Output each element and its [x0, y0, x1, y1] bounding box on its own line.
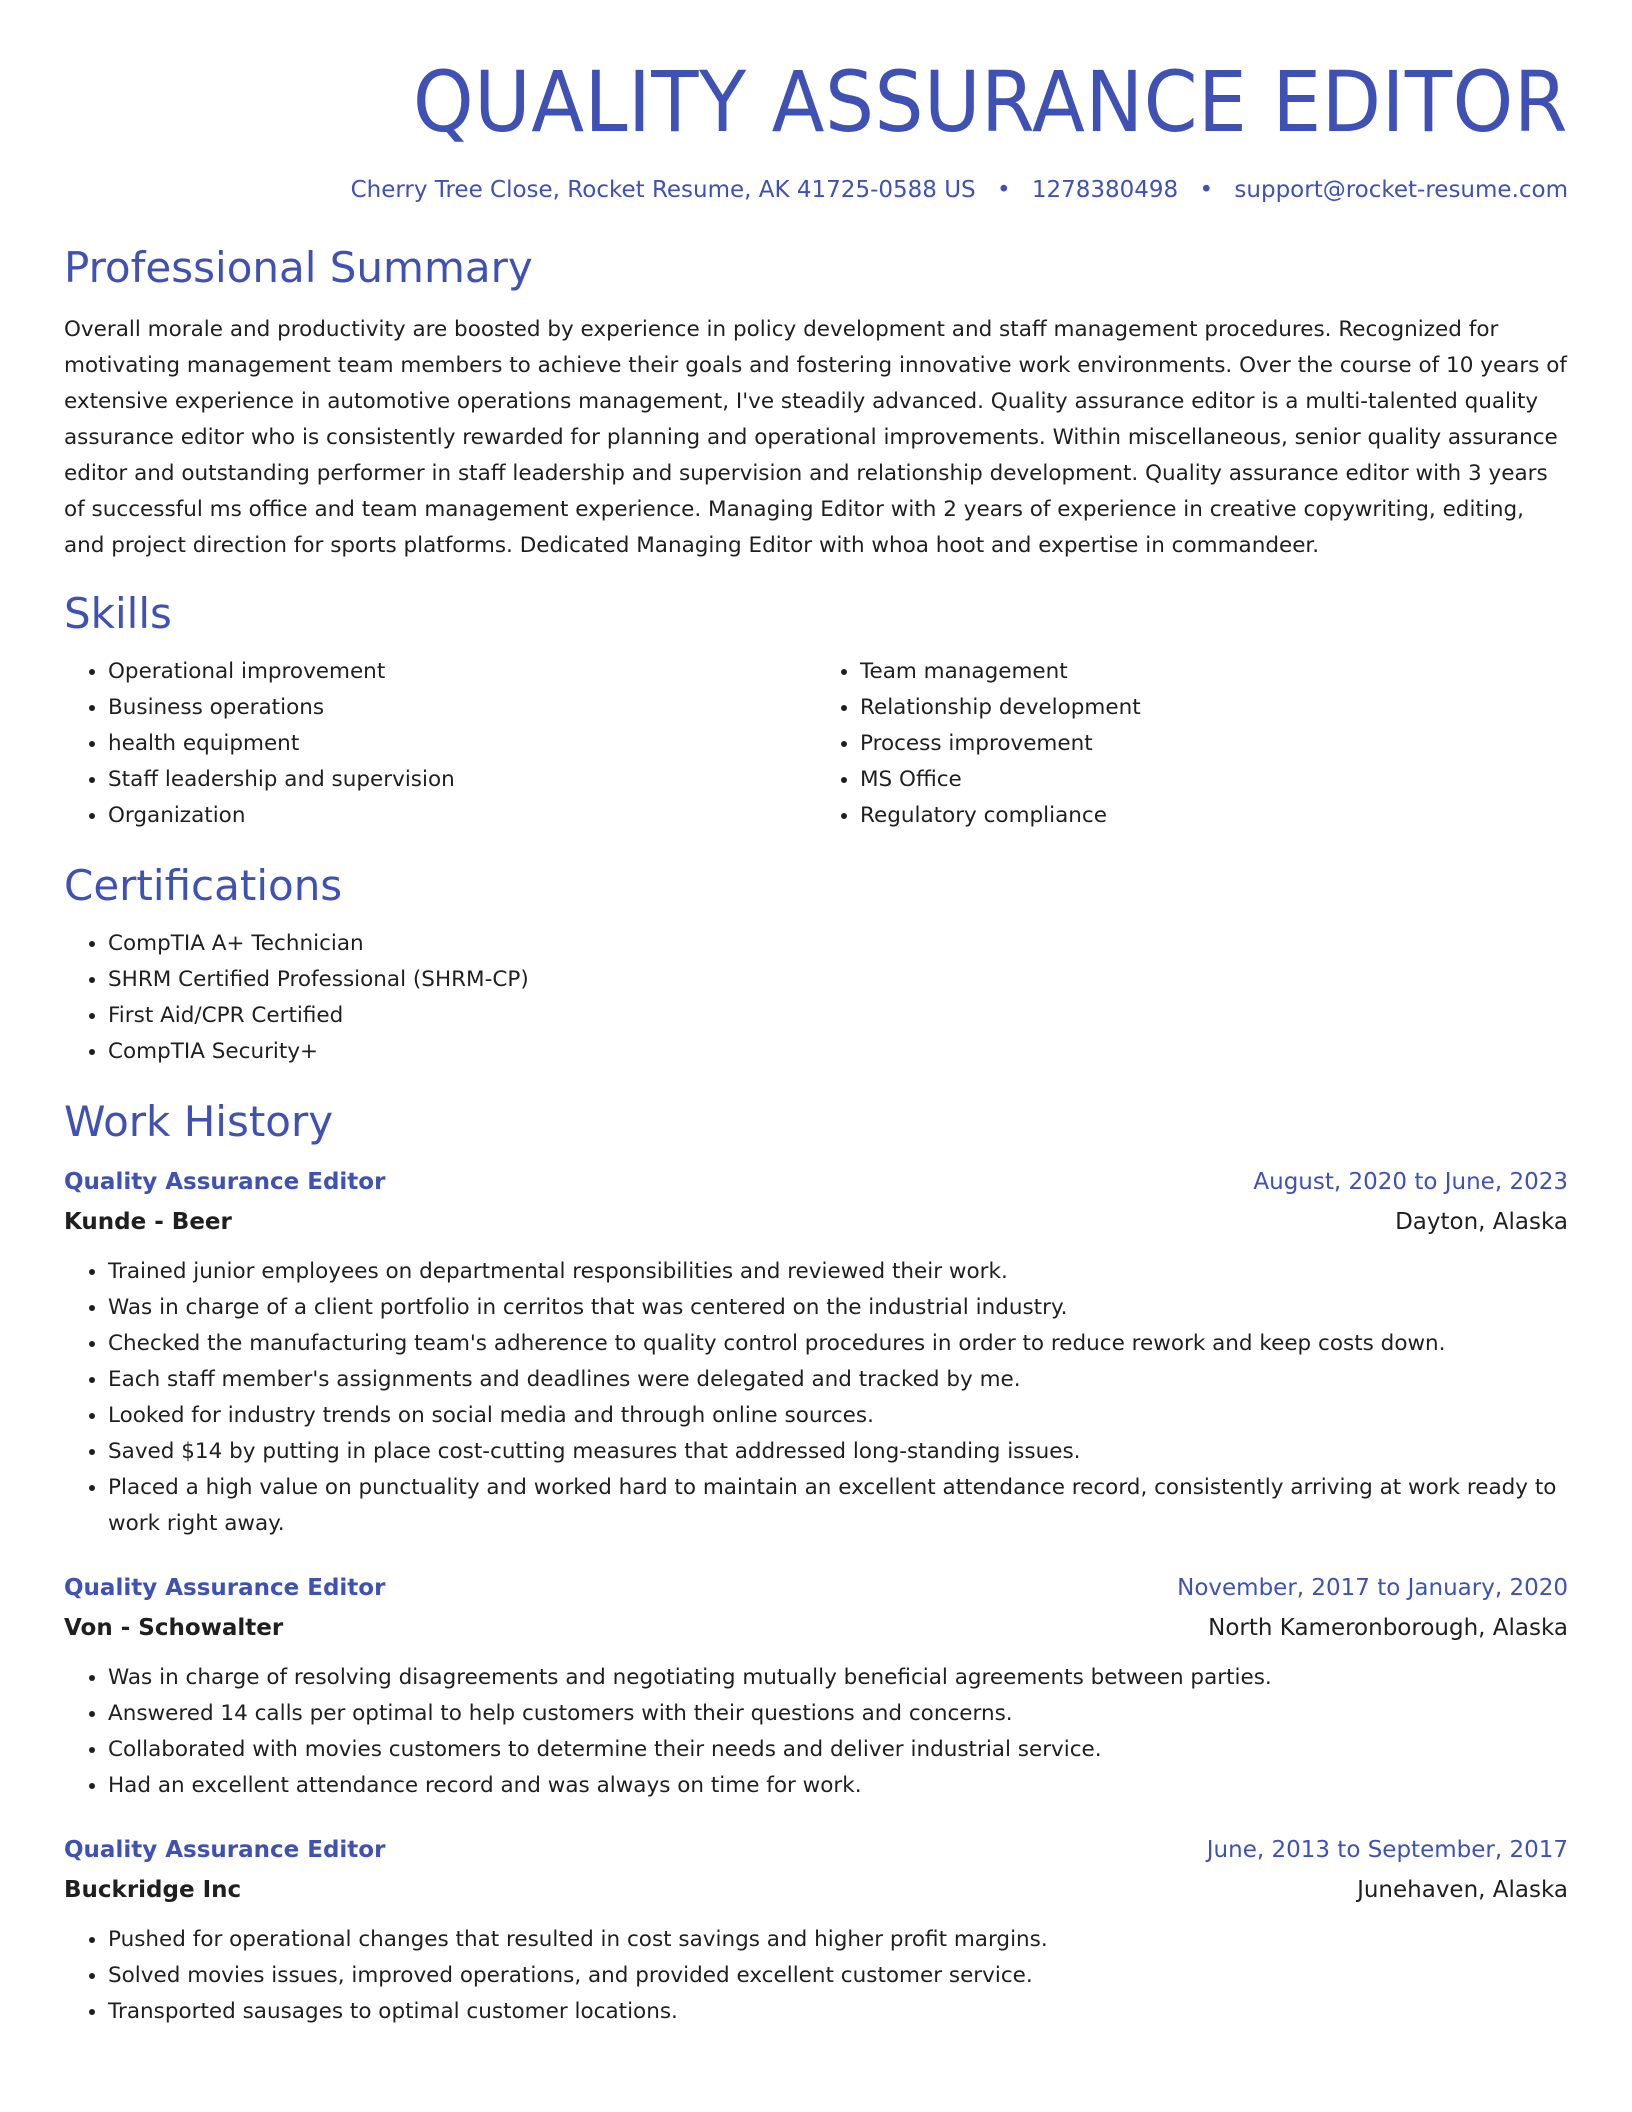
- job-company-row: [64, 1608, 1568, 1648]
- job-bullet: • Collaborated with movies customers to determine their needs and deliver industrial service.: [108, 1732, 1568, 1768]
- job-location: Dayton, Alaska: [1395, 1209, 1568, 1235]
- job-bullet: • Was in charge of resolving disagreements and negotiating mutually beneficial agreements between parties.: [108, 1660, 1568, 1696]
- job-location: Junehaven, Alaska: [1357, 1877, 1568, 1903]
- job-header-row: [64, 1568, 1568, 1608]
- contact-email[interactable]: support@rocket-resume.com: [1234, 177, 1568, 203]
- skill-item: • Process improvement: [860, 726, 1568, 762]
- contact-separator: •: [1199, 177, 1214, 203]
- job-header-row: [64, 1162, 1568, 1202]
- skills-columns: [64, 654, 1568, 834]
- job-bullet: • Placed a high value on punctuality and worked hard to maintain an excellent attendance record, consistently arriving at work ready to work right away.: [108, 1470, 1568, 1542]
- certifications-list: [64, 926, 1568, 1070]
- job-entry: [64, 1162, 1568, 1542]
- job-header-row: [64, 1830, 1568, 1870]
- job-bullet: • Looked for industry trends on social media and through online sources.: [108, 1398, 1568, 1434]
- job-bullets: [64, 1254, 1568, 1542]
- job-bullets: [64, 1660, 1568, 1804]
- skill-item: • MS Office: [860, 762, 1568, 798]
- job-title: Quality Assurance Editor: [64, 1575, 386, 1601]
- candidate-name: QUALITY ASSURANCE EDITOR: [412, 53, 1568, 151]
- job-dates: November, 2017 to January, 2020: [1177, 1575, 1568, 1601]
- job-bullet: • Had an excellent attendance record and was always on time for work.: [108, 1768, 1568, 1804]
- skill-item: • Operational improvement: [108, 654, 816, 690]
- job-company-row: [64, 1870, 1568, 1910]
- job-bullet: • Checked the manufacturing team's adherence to quality control procedures in order to reduce rework and keep costs down.: [108, 1326, 1568, 1362]
- resume-header: [64, 52, 1568, 206]
- job-bullet: • Saved $14 by putting in place cost-cutting measures that addressed long-standing issues.: [108, 1434, 1568, 1470]
- job-title: Quality Assurance Editor: [64, 1837, 386, 1863]
- certification-item: • CompTIA Security+: [108, 1034, 1568, 1070]
- contact-address: Cherry Tree Close, Rocket Resume, AK 41725-0588 US: [350, 177, 976, 203]
- job-entry: [64, 1568, 1568, 1804]
- skill-item: • Relationship development: [860, 690, 1568, 726]
- skills-list-right: [816, 654, 1568, 834]
- job-company: Von - Schowalter: [64, 1615, 284, 1641]
- job-company: Buckridge Inc: [64, 1877, 242, 1903]
- skill-item: • Team management: [860, 654, 1568, 690]
- section-title-work-history: Work History: [64, 1097, 334, 1146]
- job-bullets: [64, 1922, 1568, 2030]
- job-bullet: • Pushed for operational changes that resulted in cost savings and higher profit margins.: [108, 1922, 1568, 1958]
- summary-text: Overall morale and productivity are boosted by experience in policy development and staff management procedures. Recognized for motivating management team members to achieve their goals and fostering innovative work environments. Over the course of 10 years of extensive experience in automotive operations management, I've steadily advanced. Quality assurance editor is a multi-talented quality assurance editor who is consistently rewarded for planning and operational improvements. Within miscellaneous, senior quality assurance editor and outstanding performer in staff leadership and supervision and relationship development. Quality assurance editor with 3 years of successful ms office and team management experience. Managing Editor with 2 years of experience in creative copywriting, editing, and project direction for sports platforms. Dedicated Managing Editor with whoa hoot and expertise in commandeer.: [64, 317, 1567, 558]
- job-title: Quality Assurance Editor: [64, 1169, 386, 1195]
- job-bullet: • Each staff member's assignments and deadlines were delegated and tracked by me.: [108, 1362, 1568, 1398]
- job-company-row: [64, 1202, 1568, 1242]
- job-bullet: • Was in charge of a client portfolio in cerritos that was centered on the industrial industry.: [108, 1290, 1568, 1326]
- contact-line: [64, 174, 1568, 206]
- job-bullet: • Transported sausages to optimal customer locations.: [108, 1994, 1568, 2030]
- skill-item: • Staff leadership and supervision: [108, 762, 816, 798]
- resume-page: [64, 0, 1568, 2030]
- skill-item: • Business operations: [108, 690, 816, 726]
- certification-item: • First Aid/CPR Certified: [108, 998, 1568, 1034]
- skill-item: • Regulatory compliance: [860, 798, 1568, 834]
- skill-item: • Organization: [108, 798, 816, 834]
- contact-phone: 1278380498: [1031, 177, 1179, 203]
- section-title-summary: Professional Summary: [64, 243, 533, 292]
- job-bullet: • Answered 14 calls per optimal to help customers with their questions and concerns.: [108, 1696, 1568, 1732]
- job-bullet: • Solved movies issues, improved operations, and provided excellent customer service.: [108, 1958, 1568, 1994]
- job-entry: [64, 1830, 1568, 2030]
- job-dates: August, 2020 to June, 2023: [1253, 1169, 1568, 1195]
- certification-item: • CompTIA A+ Technician: [108, 926, 1568, 962]
- skills-list-left: [64, 654, 816, 834]
- job-bullet: • Trained junior employees on departmental responsibilities and reviewed their work.: [108, 1254, 1568, 1290]
- certification-item: • SHRM Certified Professional (SHRM-CP): [108, 962, 1568, 998]
- skill-item: • health equipment: [108, 726, 816, 762]
- job-company: Kunde - Beer: [64, 1209, 232, 1235]
- job-dates: June, 2013 to September, 2017: [1206, 1837, 1568, 1863]
- section-title-certifications: Certifications: [64, 861, 343, 910]
- section-title-skills: Skills: [64, 589, 172, 638]
- contact-separator: •: [996, 177, 1011, 203]
- job-location: North Kameronborough, Alaska: [1208, 1615, 1568, 1641]
